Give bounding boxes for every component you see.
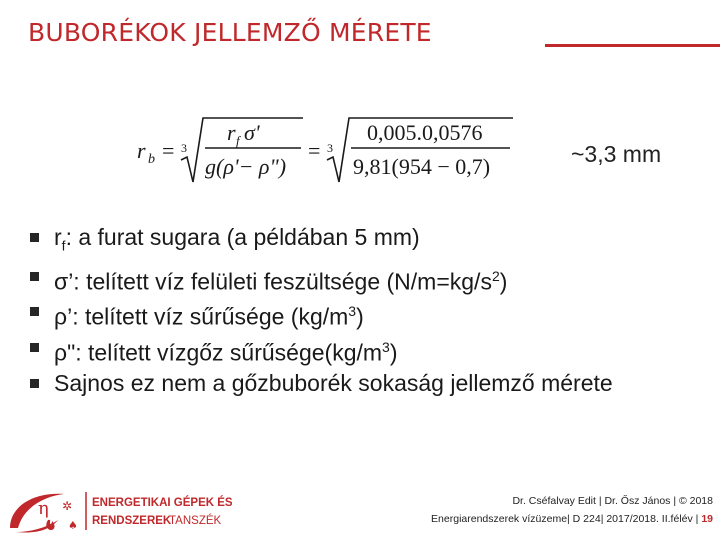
den2: 9,81(954 − 0,7) xyxy=(353,154,491,179)
flame-icon xyxy=(46,520,54,530)
slide-footer xyxy=(431,492,713,528)
result-value: ~3,3 mm xyxy=(571,141,662,167)
bullet-square-icon xyxy=(30,307,39,316)
footer-authors: Dr. Cséfalvay Edit | Dr. Ősz János | © 2018 xyxy=(512,495,713,507)
formula-eq-2: = xyxy=(308,138,321,163)
bullet-item: $r_f$: a furat sugara (a példában 5 mm) xyxy=(30,222,710,261)
bullet-item: ρ": telített vízgőz $sűrűsége(kg/m^3)$ xyxy=(30,332,710,368)
title-underline xyxy=(545,44,720,47)
bubble-radius-formula xyxy=(135,110,515,190)
root-index-2: 3 xyxy=(327,141,333,155)
page-number: 19 xyxy=(701,513,713,525)
bullet-square-icon xyxy=(30,343,39,352)
logo-line-2b: TANSZÉK xyxy=(169,515,222,527)
formula-eq-1: = xyxy=(162,138,175,163)
logo-line-2a: RENDSZEREK xyxy=(92,515,172,527)
bullet-item: Sajnos ez nem a gőzbuborék sokaság jellemző mérete xyxy=(30,368,674,398)
drop-icon: ♠ xyxy=(68,519,78,532)
bullet-list xyxy=(30,222,710,398)
bullet-square-icon xyxy=(30,233,39,242)
root-index-1: 3 xyxy=(181,141,187,155)
footer-course: Energiarendszerek vízüzeme| D 224| 2017/2018. II.félév | 19 xyxy=(431,513,713,525)
swoosh-icon xyxy=(10,494,64,528)
bullet-square-icon xyxy=(30,272,39,281)
department-logo xyxy=(6,488,232,534)
den1: g(ρ'− ρ") xyxy=(205,154,287,179)
bullet-item: σ’: telített víz felületi feszültsége $(N/m=kg/s^2)$ xyxy=(30,261,710,297)
num1-sub: f xyxy=(236,133,240,148)
num2: 0,005.0,0576 xyxy=(367,120,483,145)
snowflake-icon: ✲ xyxy=(62,499,73,513)
bullet-square-icon xyxy=(30,379,39,388)
eta-icon: η xyxy=(38,498,49,519)
bullet-item: ρ’: telített víz sűrűsége $(kg/m^3)$ xyxy=(30,296,710,332)
num1-rest: σ' xyxy=(244,120,260,145)
num1-r: r xyxy=(227,120,236,145)
logo-line-1: ENERGETIKAI GÉPEK ÉS xyxy=(92,497,232,509)
formula-lhs: r xyxy=(137,138,146,163)
slide-title: BUBORÉKOK JELLEMZŐ MÉRETE xyxy=(28,18,432,47)
formula-lhs-sub: b xyxy=(148,152,155,167)
